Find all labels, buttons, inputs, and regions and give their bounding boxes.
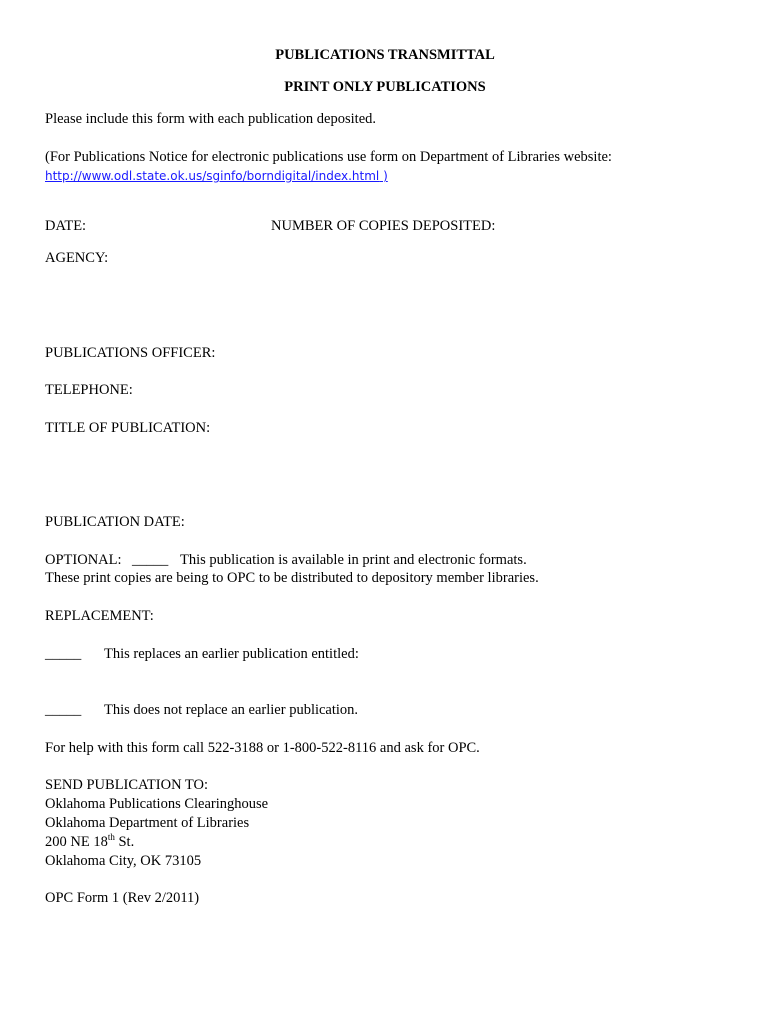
agency-label: AGENCY: <box>45 250 109 266</box>
website-link[interactable]: http://www.odl.state.ok.us/sginfo/borndigital/index.html <box>45 169 380 183</box>
replacement-option-1: This replaces an earlier publication entitled: <box>104 646 359 662</box>
optional-blank[interactable]: _____ <box>132 552 169 568</box>
form-subtitle: PRINT ONLY PUBLICATIONS <box>284 79 486 95</box>
notice-closing: ) <box>379 169 388 183</box>
street-suffix: St. <box>114 834 135 850</box>
pub-date-label: PUBLICATION DATE: <box>45 514 185 530</box>
replacement-blank-2[interactable]: _____ <box>45 702 82 718</box>
replacement-blank-1[interactable]: _____ <box>45 646 82 662</box>
copies-label: NUMBER OF COPIES DEPOSITED: <box>271 218 496 234</box>
address-line-3 <box>45 833 134 851</box>
optional-text: This publication is available in print and electronic formats. <box>180 552 527 568</box>
address-line-2: Oklahoma Department of Libraries <box>45 815 250 831</box>
intro-text: Please include this form with each publication deposited. <box>45 111 377 127</box>
officer-label: PUBLICATIONS OFFICER: <box>45 345 216 361</box>
form-title: PUBLICATIONS TRANSMITTAL <box>275 47 495 63</box>
telephone-label: TELEPHONE: <box>45 382 133 398</box>
date-label: DATE: <box>45 218 87 234</box>
help-text: For help with this form call 522-3188 or 1-800-522-8116 and ask for OPC. <box>45 740 480 756</box>
title-label: TITLE OF PUBLICATION: <box>45 420 211 436</box>
notice-line2 <box>45 167 388 185</box>
replacement-label: REPLACEMENT: <box>45 608 154 624</box>
form-revision: OPC Form 1 (Rev 2/2011) <box>45 890 200 906</box>
optional-label: OPTIONAL: <box>45 552 122 568</box>
notice-text: (For Publications Notice for electronic publications use form on Department of Libraries website: <box>45 149 612 165</box>
street-number: 200 NE 18 <box>45 834 108 850</box>
address-line-4: Oklahoma City, OK 73105 <box>45 853 202 869</box>
send-label: SEND PUBLICATION TO: <box>45 777 209 793</box>
replacement-option-2: This does not replace an earlier publication. <box>104 702 359 718</box>
street-ordinal: th <box>107 832 115 842</box>
address-line-1: Oklahoma Publications Clearinghouse <box>45 796 269 812</box>
optional-line2: These print copies are being to OPC to be distributed to depository member libraries. <box>45 570 539 586</box>
